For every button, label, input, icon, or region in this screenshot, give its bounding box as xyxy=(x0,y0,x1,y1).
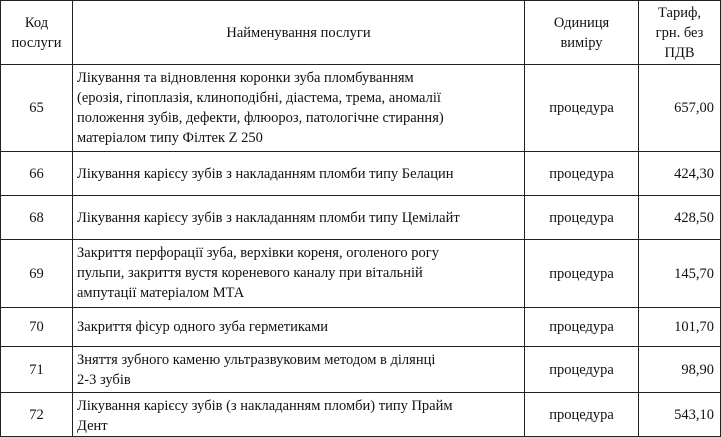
header-unit: Одиниця виміру xyxy=(525,1,639,65)
row-unit: процедура xyxy=(525,240,639,308)
row-price: 101,70 xyxy=(639,308,721,347)
row-code: 65 xyxy=(1,65,73,152)
row-name: Закриття перфорації зуба, верхівки кореня, оголеного рогу пульпи, закриття вустя кореневого каналу при вітальній ампутації матеріалом МТА xyxy=(73,240,525,308)
row-name: Закриття фісур одного зуба герметиками xyxy=(73,308,525,347)
header-price: Тариф, грн. без ПДВ xyxy=(639,1,721,65)
row-name: Лікування карієсу зубів (з накладанням пломби) типу Прайм Дент xyxy=(73,393,525,437)
row-unit: процедура xyxy=(525,65,639,152)
row-unit: процедура xyxy=(525,393,639,437)
header-code: Код послуги xyxy=(1,1,73,65)
row-code: 66 xyxy=(1,152,73,196)
table-row xyxy=(1,152,721,196)
row-price: 428,50 xyxy=(639,196,721,240)
table-row xyxy=(1,308,721,347)
row-code: 68 xyxy=(1,196,73,240)
row-code: 71 xyxy=(1,347,73,393)
row-price: 657,00 xyxy=(639,65,721,152)
row-name: Лікування та відновлення коронки зуба пломбуванням (ерозія, гіпоплазія, клиноподібні, діастема, трема, аномалії положення зубів, дефекти, флюороз, патологічне стирання) матеріалом типу Філтек Z 250 xyxy=(73,65,525,152)
table-row xyxy=(1,196,721,240)
row-code: 72 xyxy=(1,393,73,437)
row-price: 98,90 xyxy=(639,347,721,393)
row-code: 69 xyxy=(1,240,73,308)
header-name: Найменування послуги xyxy=(73,1,525,65)
row-unit: процедура xyxy=(525,152,639,196)
row-price: 145,70 xyxy=(639,240,721,308)
row-name: Лікування карієсу зубів з накладанням пломби типу Цемілайт xyxy=(73,196,525,240)
row-price: 543,10 xyxy=(639,393,721,437)
row-code: 70 xyxy=(1,308,73,347)
table-row xyxy=(1,347,721,393)
header-row xyxy=(1,1,721,65)
row-name: Зняття зубного каменю ультразвуковим методом в ділянці 2-3 зубів xyxy=(73,347,525,393)
table-row xyxy=(1,65,721,152)
table-row xyxy=(1,240,721,308)
row-unit: процедура xyxy=(525,308,639,347)
row-price: 424,30 xyxy=(639,152,721,196)
table-row xyxy=(1,393,721,437)
row-unit: процедура xyxy=(525,347,639,393)
row-unit: процедура xyxy=(525,196,639,240)
row-name: Лікування карієсу зубів з накладанням пломби типу Белацин xyxy=(73,152,525,196)
